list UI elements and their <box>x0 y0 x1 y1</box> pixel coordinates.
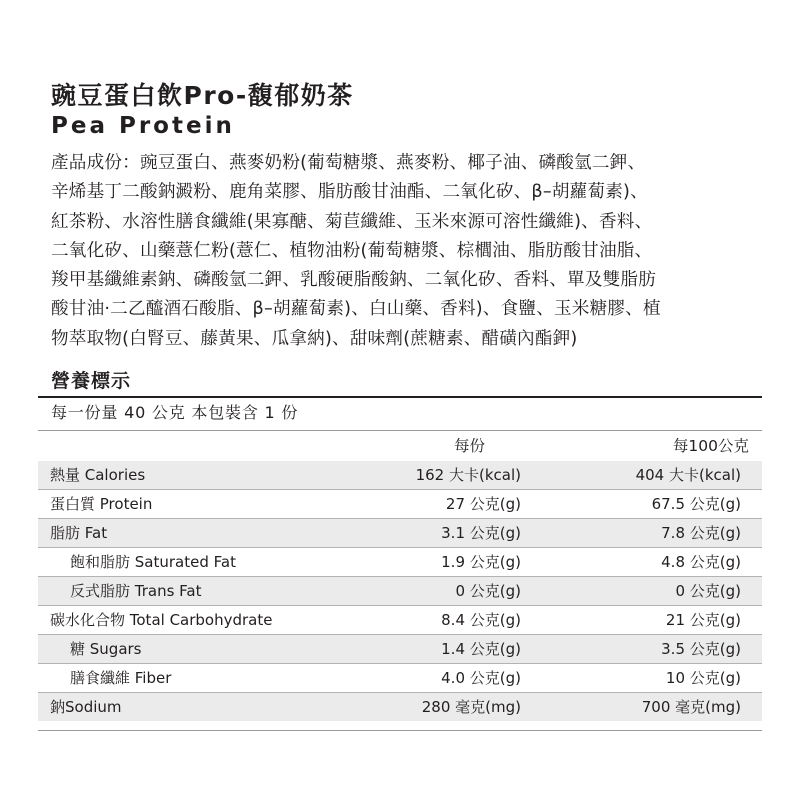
value-per-100g: 3.5 公克(g) <box>661 640 741 658</box>
product-title-en: Pea Protein <box>51 113 235 139</box>
value-per-100g: 4.8 公克(g) <box>661 553 741 571</box>
table-row <box>38 606 762 635</box>
value-per-serving: 27 公克(g) <box>445 495 521 513</box>
value-per-100g: 10 公克(g) <box>665 669 741 687</box>
value-per-serving: 8.4 公克(g) <box>441 611 521 629</box>
value-per-serving: 280 毫克(mg) <box>421 698 521 716</box>
value-per-serving: 1.4 公克(g) <box>441 640 521 658</box>
value-per-100g: 21 公克(g) <box>665 611 741 629</box>
table-row <box>38 693 762 721</box>
ingredients-line: 紅茶粉、水溶性膳食纖維(果寡醣、菊苣纖維、玉米來源可溶性纖維)、香料、 <box>51 211 653 232</box>
nutrient-name: 熱量 Calories <box>50 466 146 484</box>
table-row <box>38 461 762 490</box>
column-header-per-serving: 每份 <box>453 437 485 455</box>
table-row <box>38 635 762 664</box>
nutrition-bottom-divider <box>38 730 762 731</box>
product-title-zh: 豌豆蛋白飲Pro-馥郁奶茶 <box>51 81 354 110</box>
table-row <box>38 664 762 693</box>
table-row <box>38 490 762 519</box>
nutrition-facts-title: 營養標示 <box>51 370 132 392</box>
nutrition-table-header <box>38 431 762 461</box>
value-per-serving: 1.9 公克(g) <box>441 553 521 571</box>
nutrient-name: 飽和脂肪 Saturated Fat <box>70 553 236 571</box>
value-per-serving: 4.0 公克(g) <box>441 669 521 687</box>
value-per-100g: 700 毫克(mg) <box>641 698 741 716</box>
nutrient-name: 脂肪 Fat <box>50 524 108 542</box>
value-per-serving: 3.1 公克(g) <box>441 524 521 542</box>
ingredients-line: 物萃取物(白腎豆、藤黃果、瓜拿納)、甜味劑(蔗糖素、醋磺內酯鉀) <box>51 328 578 349</box>
value-per-100g: 404 大卡(kcal) <box>635 466 741 484</box>
ingredients-line: 二氧化矽、山藥薏仁粉(薏仁、植物油粉(葡萄糖漿、棕櫚油、脂肪酸甘油脂、 <box>51 240 653 261</box>
value-per-serving: 0 公克(g) <box>455 582 521 600</box>
serving-size-text: 每一份量 40 公克 本包裝含 1 份 <box>51 403 299 422</box>
nutrition-table <box>38 431 762 721</box>
table-row <box>38 548 762 577</box>
value-per-100g: 0 公克(g) <box>675 582 741 600</box>
ingredients-line: 酸甘油·二乙醯酒石酸脂、β–胡蘿蔔素)、白山藥、香料)、食鹽、玉米糖膠、植 <box>51 299 661 320</box>
ingredients-list <box>51 149 763 354</box>
nutrient-name: 鈉Sodium <box>50 698 122 716</box>
ingredients-line: 辛烯基丁二酸鈉澱粉、鹿角菜膠、脂肪酸甘油酯、二氧化矽、β–胡蘿蔔素)、 <box>51 182 648 203</box>
value-per-100g: 67.5 公克(g) <box>651 495 741 513</box>
nutrition-top-divider <box>38 396 762 398</box>
table-row <box>38 519 762 548</box>
ingredients-line: 產品成份：豌豆蛋白、燕麥奶粉(葡萄糖漿、燕麥粉、椰子油、磷酸氫二鉀、 <box>51 153 646 173</box>
nutrient-name: 膳食纖維 Fiber <box>70 669 172 687</box>
ingredients-line: 羧甲基纖維素鈉、磷酸氫二鉀、乳酸硬脂酸鈉、二氧化矽、香料、單及雙脂肪 <box>51 270 656 291</box>
nutrient-name: 碳水化合物 Total Carbohydrate <box>50 611 273 629</box>
nutrient-name: 蛋白質 Protein <box>50 495 153 513</box>
value-per-serving: 162 大卡(kcal) <box>415 466 521 484</box>
table-row <box>38 577 762 606</box>
value-per-100g: 7.8 公克(g) <box>661 524 741 542</box>
nutrient-name: 糖 Sugars <box>70 640 142 658</box>
nutrient-name: 反式脂肪 Trans Fat <box>70 582 202 600</box>
column-header-per-100g: 每100公克 <box>672 437 749 455</box>
